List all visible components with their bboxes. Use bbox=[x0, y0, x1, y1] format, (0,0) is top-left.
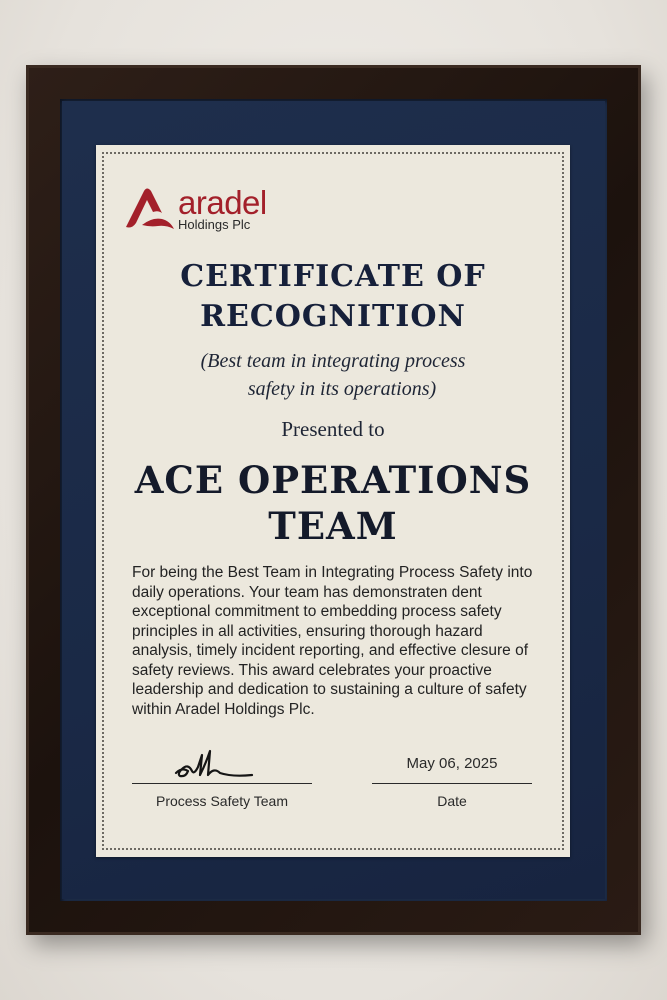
company-logo bbox=[122, 183, 322, 239]
recipient-line-1: ACE OPERATIONS bbox=[134, 458, 532, 502]
logo-wordmark: aradel bbox=[178, 184, 267, 221]
subtitle-line-2: safety in its operations) bbox=[247, 378, 437, 400]
recipient-name bbox=[96, 457, 570, 549]
date-block bbox=[372, 741, 532, 821]
signature-label: Process Safety Team bbox=[155, 793, 289, 809]
title-line-2: RECOGNITION bbox=[200, 299, 466, 334]
date-value: May 06, 2025 bbox=[406, 755, 498, 772]
certificate-title bbox=[96, 257, 570, 337]
certificate-paper bbox=[96, 145, 570, 857]
date-line bbox=[372, 783, 532, 784]
logo-subtitle: Holdings Plc bbox=[178, 217, 251, 232]
subtitle-line-1: (Best team in integrating process bbox=[200, 350, 466, 372]
title-line-1: CERTIFICATE OF bbox=[180, 259, 486, 294]
date-label: Date bbox=[437, 793, 467, 809]
signature-block bbox=[132, 741, 312, 821]
certificate-subtitle bbox=[126, 347, 540, 403]
presented-to: Presented to bbox=[281, 417, 385, 441]
recipient-line-2: TEAM bbox=[268, 504, 398, 548]
signature-icon bbox=[172, 741, 282, 783]
certificate-body: For being the Best Team in Integrating Process Safety into daily operations. Your team has demonstraten dent exceptional commitment to embedding process safety principles in all activities, ensuring thorough hazard analysis, timely incident reporting, and effective clesure of safety reviews. This award celebrates your proactive leadership and dedication to sustaining a culture of safety within Aradel Holdings Plc. bbox=[132, 564, 533, 718]
signature-line bbox=[132, 783, 312, 784]
aradel-logo-icon bbox=[122, 183, 178, 233]
